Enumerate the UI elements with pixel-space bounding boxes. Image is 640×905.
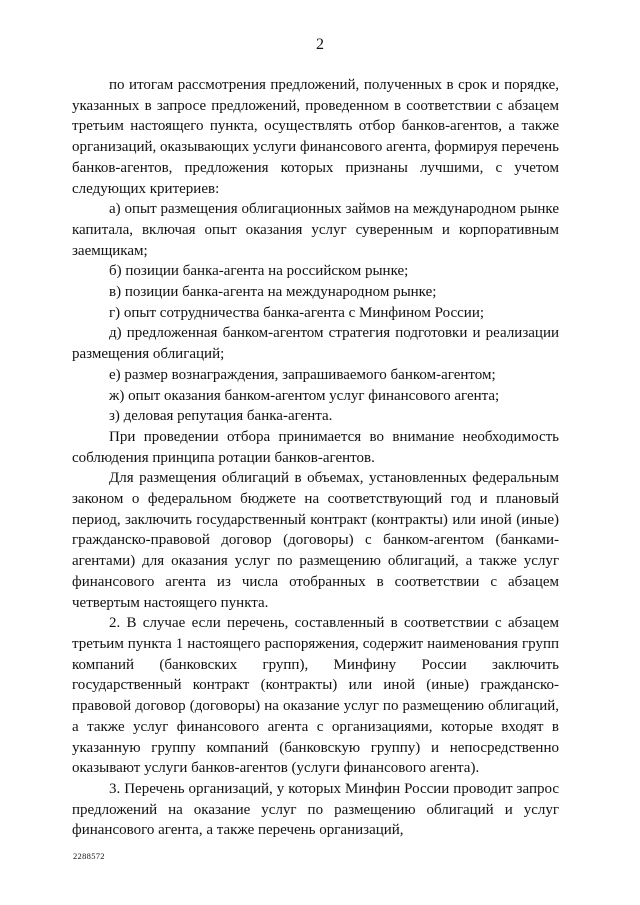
criterion-e: е) размер вознаграждения, запрашиваемого банком-агентом; <box>109 366 496 383</box>
criterion-z: з) деловая репутация банка-агента. <box>109 408 333 425</box>
paragraph-rotation: При проведении отбора принимается во внимание необходимость соблюдения принципа ротации банков-агентов. <box>72 428 559 466</box>
criterion-g: г) опыт сотрудничества банка-агента с Минфином России; <box>109 304 485 321</box>
paragraph-contract: Для размещения облигаций в объемах, установленных федеральным законом о федеральном бюджете на соответствующий год и плановый период, заключить государственный контракт (контракты) или иной (иные) гражданско-правовой договор (договоры) с банком-агентом (банками-агентами) для оказания услуг по размещению облигаций, а также услуг финансового агента из числа отобранных в соответствии с абзацем четвертым настоящего пункта. <box>72 470 559 611</box>
body-text <box>72 75 559 841</box>
criterion-a: а) опыт размещения облигационных займов на международном рынке капитала, включая опыт оказания услуг суверенным и корпоративным заемщикам; <box>72 201 559 259</box>
criterion-b: б) позиции банка-агента на российском рынке; <box>109 263 409 280</box>
page-number: 2 <box>316 36 324 53</box>
paragraph-item-2: 2. В случае если перечень, составленный в соответствии с абзацем третьим пункта 1 настоящего распоряжения, содержит наименования групп компаний (банковских групп), Минфину России заключить государственный контракт (контракты) или иной (иные) гражданско-правовой договор (договоры) на оказание услуг по размещению облигаций, а также услуг финансового агента с организациями, которые входят в указанную группу компаний (банковскую группу) и непосредственно оказывают услуги банков-агентов (услуги финансового агента). <box>72 615 559 777</box>
paragraph-item-3: 3. Перечень организаций, у которых Минфин России проводит запрос предложений на оказание услуг по размещению облигаций и услуг финансового агента, а также перечень организаций, <box>72 780 559 839</box>
criterion-zh: ж) опыт оказания банком-агентом услуг финансового агента; <box>109 387 500 404</box>
criterion-v: в) позиции банка-агента на международном рынке; <box>109 284 437 301</box>
paragraph-selection-procedure: по итогам рассмотрения предложений, полученных в срок и порядке, указанных в запросе предложений, проведенном в соответствии с абзацем третьим настоящего пункта, осуществлять отбор банков-агентов, а также организаций, оказывающих услуги финансового агента, формируя перечень банков-агентов, предложения которых признаны лучшими, с учетом следующих критериев: <box>72 77 559 197</box>
criterion-d: д) предложенная банком-агентом стратегия подготовки и реализации размещения облигаций; <box>72 325 559 363</box>
document-id: 2288572 <box>73 851 105 861</box>
